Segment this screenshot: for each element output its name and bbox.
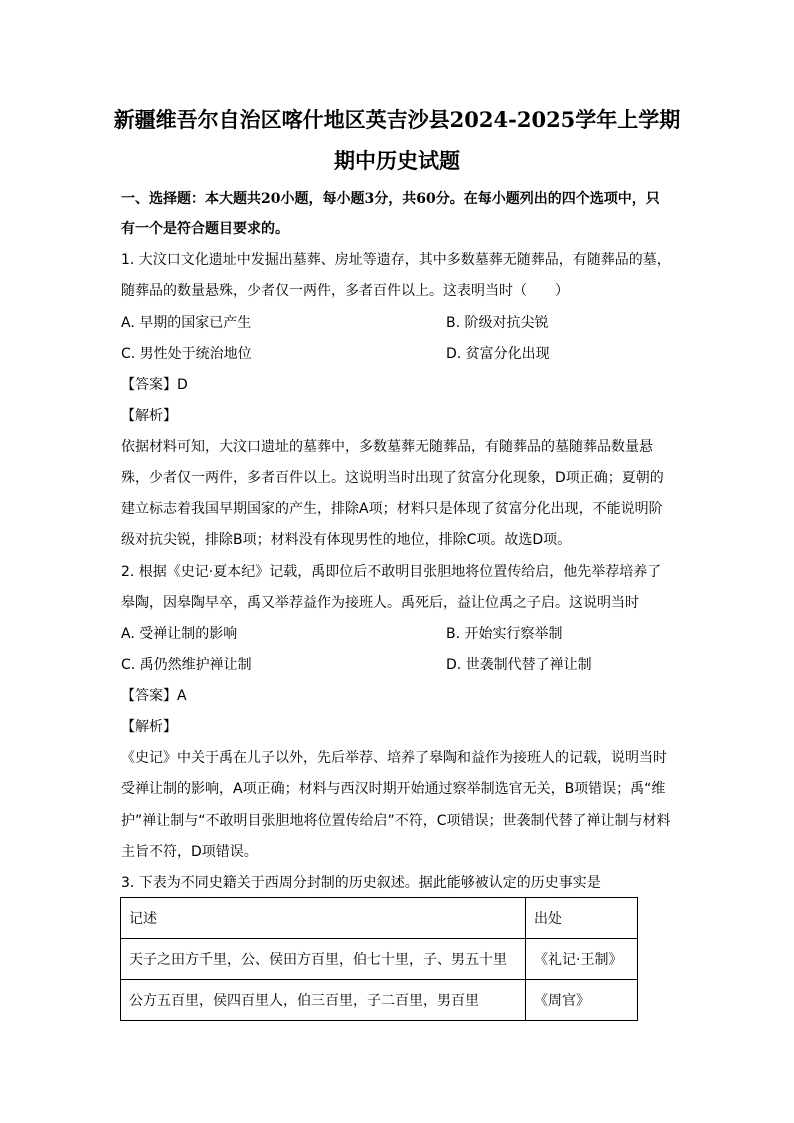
q1-option-a: A. 早期的国家已产生 — [121, 315, 252, 331]
q2-stem-line2: 皋陶，因皋陶早卒，禹又举荐益作为接班人。禹死后，益让位禹之子启。这说明当时 — [121, 595, 639, 611]
q2-option-d: D. 世袭制代替了禅让制 — [446, 657, 592, 673]
q1-answer: 【答案】D — [121, 377, 188, 393]
table-cell: 《周官》 — [526, 980, 638, 1021]
q1-option-d: D. 贫富分化出现 — [446, 346, 550, 362]
table-header-cell: 记述 — [121, 898, 526, 939]
q2-option-b: B. 开始实行察举制 — [446, 626, 563, 642]
q1-stem-line2: 随葬品的数量悬殊，少者仅一两件，多者百件以上。这表明当时（ ） — [121, 283, 569, 299]
q1-analysis-line: 依据材料可知，大汶口遗址的墓葬中，多数墓葬无随葬品，有随葬品的墓随葬品数量悬 — [121, 439, 653, 455]
exam-title-line2: 期中历史试题 — [334, 148, 460, 173]
q2-analysis-line: 主旨不符，D项错误。 — [121, 844, 258, 860]
table-row — [121, 939, 638, 980]
section-heading-line1: 一、选择题：本大题共20小题，每小题3分，共60分。在每小题列出的四个选项中，只 — [121, 191, 660, 207]
table-cell: 《礼记·王制》 — [526, 939, 638, 980]
table-cell: 天子之田方千里，公、侯田方百里，伯七十里，子、男五十里 — [121, 939, 526, 980]
table-header-row — [121, 898, 638, 939]
table-row — [121, 980, 638, 1021]
q1-analysis-line: 级对抗尖锐，排除B项；材料没有体现男性的地位，排除C项。故选D项。 — [121, 532, 572, 548]
table-cell: 公方五百里，侯四百里人，伯三百里，子二百里，男百里 — [121, 980, 526, 1021]
q2-analysis-label: 【解析】 — [121, 719, 177, 735]
exam-title-line1: 新疆维吾尔自治区喀什地区英吉沙县2024-2025学年上学期 — [113, 107, 681, 132]
table-header-cell: 出处 — [526, 898, 638, 939]
q1-analysis-line: 殊，少者仅一两件，多者百件以上。这说明当时出现了贫富分化现象，D项正确；夏朝的 — [121, 470, 664, 486]
q2-analysis-line: 《史记》中关于禹在儿子以外，先后举荐、培养了皋陶和益作为接班人的记载，说明当时 — [121, 750, 667, 766]
q2-stem-line1: 2. 根据《史记·夏本纪》记载，禹即位后不敢明目张胆地将位置传给启，他先举荐培养了 — [121, 564, 662, 580]
q2-option-c: C. 禹仍然维护禅让制 — [121, 657, 252, 673]
section-heading-line2: 有一个是符合题目要求的。 — [121, 221, 289, 237]
q2-answer: 【答案】A — [121, 688, 187, 704]
q1-option-c: C. 男性处于统治地位 — [121, 346, 252, 362]
q2-option-a: A. 受禅让制的影响 — [121, 626, 238, 642]
q2-analysis-line: 受禅让制的影响，A项正确；材料与西汉时期开始通过察举制选官无关，B项错误；禹“维 — [121, 781, 666, 797]
q2-analysis-line: 护”禅让制与“不敢明目张胆地将位置传给启”不符，C项错误；世袭制代替了禅让制与材料 — [121, 813, 671, 829]
q1-option-b: B. 阶级对抗尖锐 — [446, 315, 549, 331]
history-sources-table — [120, 897, 638, 1021]
q1-stem-line1: 1. 大汶口文化遗址中发掘出墓葬、房址等遗存，其中多数墓葬无随葬品，有随葬品的墓， — [121, 252, 671, 268]
q1-analysis-line: 建立标志着我国早期国家的产生，排除A项；材料只是体现了贫富分化出现，不能说明阶 — [121, 501, 663, 517]
q3-stem: 3. 下表为不同史籍关于西周分封制的历史叙述。据此能够被认定的历史事实是 — [121, 875, 601, 891]
q1-analysis-label: 【解析】 — [121, 408, 177, 424]
